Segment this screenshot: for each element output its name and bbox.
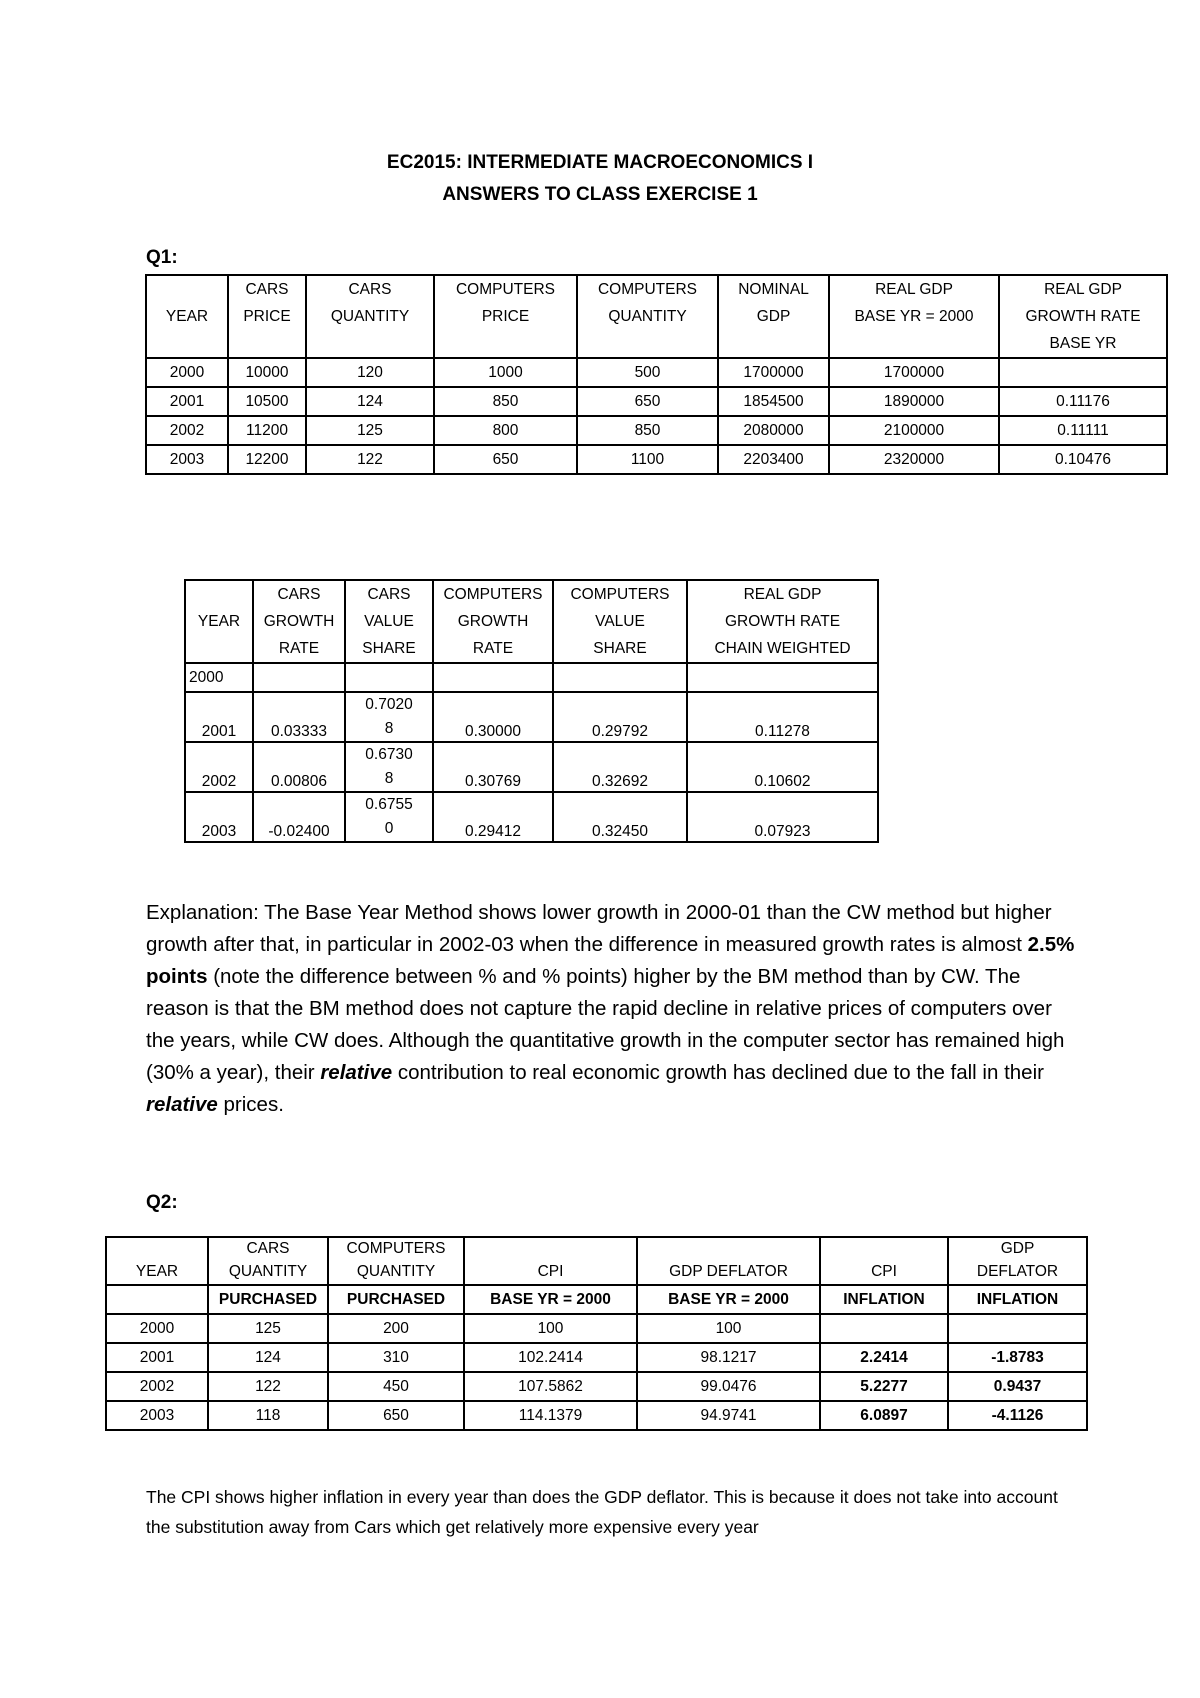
table-row: 2002 11200 125 800 850 2080000 2100000 0.11111	[146, 416, 1167, 445]
table-header-row: CARS CARS COMPUTERS COMPUTERS REAL GDP	[185, 580, 878, 608]
table-header-row: YEAR GROWTH VALUE GROWTH VALUE GROWTH RATE	[185, 608, 878, 635]
table-row: 2002 122 450 107.5862 99.0476 5.2277 0.9437	[106, 1372, 1087, 1401]
table-row: 2001 10500 124 850 650 1854500 1890000 0.11176	[146, 387, 1167, 416]
table-row: 2001 124 310 102.2414 98.1217 2.2414 -1.8783	[106, 1343, 1087, 1372]
q1-chain-weighted-table	[184, 579, 879, 843]
table-row: 2000	[185, 663, 878, 692]
table-header-row: BASE YR	[146, 330, 1167, 358]
table-row: 2002 0.00806 0.6730 8 0.30769 0.32692 0.10602	[185, 742, 878, 792]
q2-label: Q2:	[146, 1192, 178, 1213]
q1-label: Q1:	[146, 247, 178, 268]
table-row: 2003 12200 122 650 1100 2203400 2320000 0.10476	[146, 445, 1167, 474]
table-row: 2003 -0.02400 0.6755 0 0.29412 0.32450 0.07923	[185, 792, 878, 842]
table-row: 2003 118 650 114.1379 94.9741 6.0897 -4.1126	[106, 1401, 1087, 1430]
table-header-row: PURCHASED PURCHASED BASE YR = 2000 BASE YR = 2000 INFLATION INFLATION	[106, 1285, 1087, 1314]
document-title: EC2015: INTERMEDIATE MACROECONOMICS I	[386, 152, 814, 173]
q1-base-year-table	[145, 274, 1168, 475]
q1-explanation: Explanation: The Base Year Method shows lower growth in 2000-01 than the CW method but higher growth after that, in particular in 2002-03 when the difference in measured growth rates is almost 2.5% points (note the difference between % and % points) higher by the BM method than by CW. The reason is that the BM method does not capture the rapid decline in relative prices of computers over the years, while CW does. Although the quantitative growth in the computer sector has remained high (30% a year), their relative contribution to real economic growth has declined due to the fall in their relative prices.	[146, 901, 1075, 1116]
table-header-row: CARS CARS COMPUTERS COMPUTERS NOMINAL REAL GDP REAL GDP	[146, 275, 1167, 303]
document-subtitle: ANSWERS TO CLASS EXERCISE 1	[442, 184, 758, 205]
q2-conclusion: The CPI shows higher inflation in every year than does the GDP deflator. This is because it does not take into account the substitution away from Cars which get relatively more expensive every year	[146, 1487, 1058, 1537]
table-row: 2001 0.03333 0.7020 8 0.30000 0.29792 0.11278	[185, 692, 878, 742]
table-header-row: RATE SHARE RATE SHARE CHAIN WEIGHTED	[185, 635, 878, 663]
table-row: 2000 10000 120 1000 500 1700000 1700000	[146, 358, 1167, 387]
table-row: 2000 125 200 100 100	[106, 1314, 1087, 1343]
q2-inflation-table	[105, 1236, 1088, 1431]
table-header-row: YEAR QUANTITY QUANTITY CPI GDP DEFLATOR CPI DEFLATOR	[106, 1260, 1087, 1285]
table-header-row: YEAR PRICE QUANTITY PRICE QUANTITY GDP BASE YR = 2000 GROWTH RATE	[146, 303, 1167, 330]
table-header-row: CARS COMPUTERS GDP	[106, 1237, 1087, 1260]
